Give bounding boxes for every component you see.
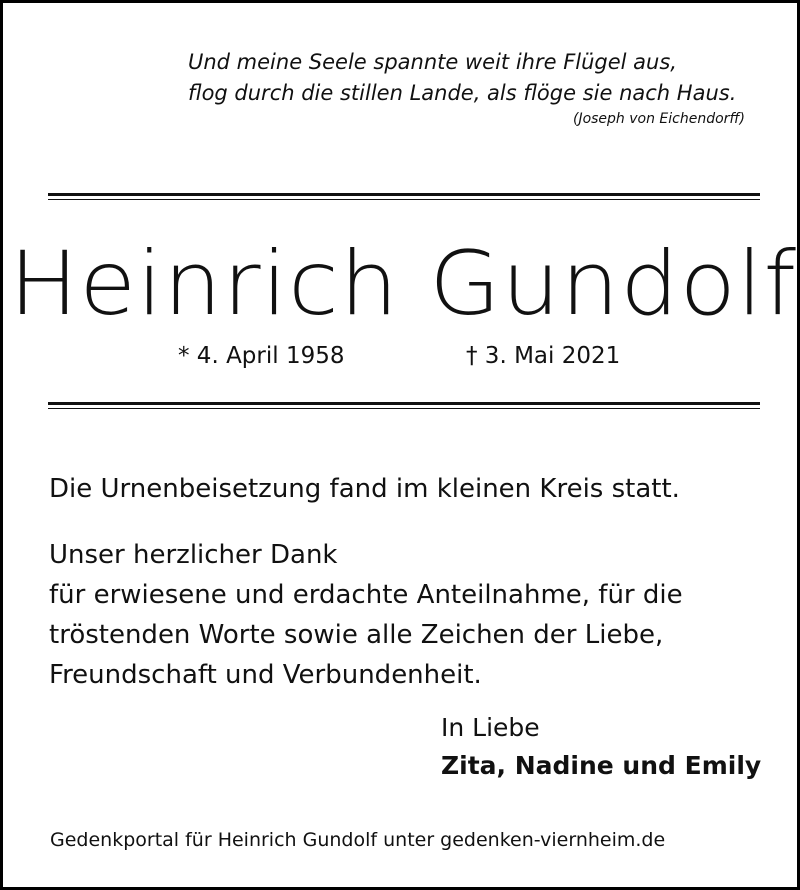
signoff-greeting: In Liebe [441, 713, 540, 742]
memorial-portal-footer: Gedenkportal für Heinrich Gundolf unter gedenken-viernheim.de [50, 829, 666, 851]
quote-line-2: flog durch die stillen Lande, als flöge sie nach Haus. [188, 81, 737, 105]
poem-quote [188, 47, 736, 109]
thanks-line-3: tröstenden Worte sowie alle Zeichen der Liebe, [49, 620, 664, 650]
bottom-divider [48, 402, 760, 409]
thanks-line-1: Unser herzlicher Dank [49, 540, 338, 570]
death-date: † 3. Mai 2021 [466, 343, 621, 369]
burial-notice: Die Urnenbeisetzung fand im kleinen Kreis statt. [49, 474, 680, 504]
quote-line-1: Und meine Seele spannte weit ihre Flügel aus, [188, 50, 677, 74]
quote-author: (Joseph von Eichendorff) [572, 111, 745, 127]
thanks-line-2: für erwiesene und erdachte Anteilnahme, für die [49, 580, 683, 610]
thanks-line-4: Freundschaft und Verbundenheit. [49, 660, 482, 690]
family-names: Zita, Nadine und Emily [441, 751, 762, 780]
signoff [441, 709, 761, 785]
thanks-paragraph [49, 535, 683, 695]
deceased-name: Heinrich Gundolf [9, 232, 797, 335]
birth-date: * 4. April 1958 [178, 343, 345, 369]
top-divider [48, 193, 760, 200]
